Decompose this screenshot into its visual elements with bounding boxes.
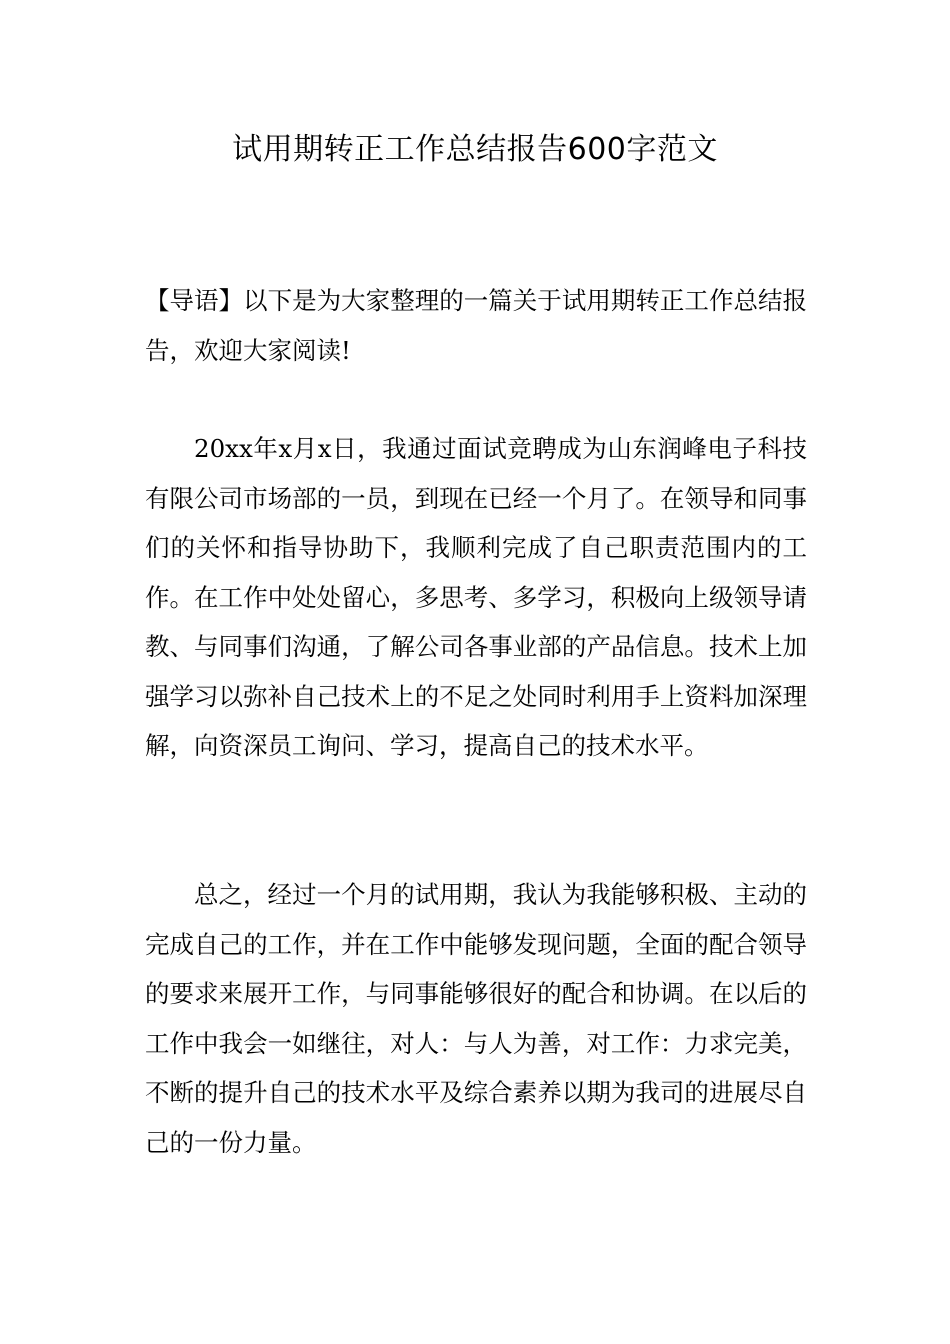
body-paragraph-1: 20xx年x月x日，我通过面试竞聘成为山东润峰电子科技有限公司市场部的一员，到现在已经一个月了。在领导和同事们的关怀和指导协助下，我顺利完成了自己职责范围内的工作。在工作中处处留心，多思考、多学习，积极向上级领导请教、与同事们沟通，了解公司各事业部的产品信息。技术上加强学习以弥补自己技术上的不足之处同时利用手上资料加深理解，向资深员工询问、学习，提高自己的技术水平。 <box>145 434 807 760</box>
document-title: 试用期转正工作总结报告600字范文 <box>232 132 718 167</box>
intro-paragraph: 【导语】以下是为大家整理的一篇关于试用期转正工作总结报告，欢迎大家阅读! <box>145 286 807 365</box>
body-paragraph-2: 总之，经过一个月的试用期，我认为我能够积极、主动的完成自己的工作，并在工作中能够发现问题，全面的配合领导的要求来展开工作，与同事能够很好的配合和协调。在以后的工作中我会一如继往，对人：与人为善，对工作：力求完美，不断的提升自己的技术水平及综合素养以期为我司的进展尽自己的一份力量。 <box>145 880 807 1157</box>
